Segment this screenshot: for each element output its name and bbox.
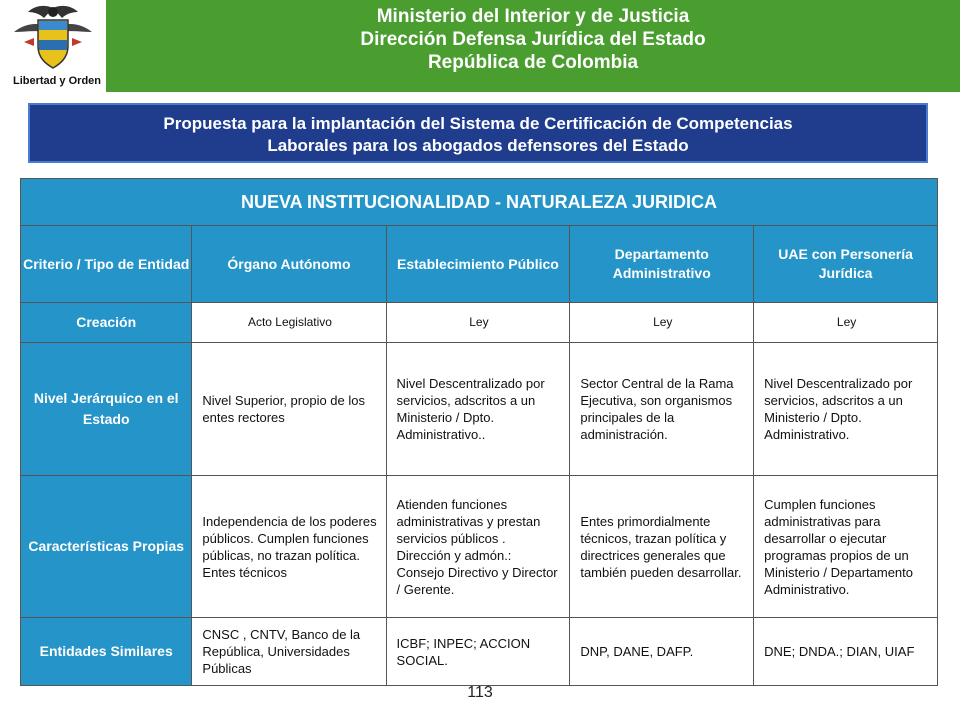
row-label-creacion: Creación xyxy=(21,303,192,343)
table-row xyxy=(21,303,938,343)
proposal-title xyxy=(28,103,928,163)
table-row xyxy=(21,618,938,686)
logo-motto: Libertad y Orden xyxy=(12,75,102,87)
comparison-table xyxy=(20,178,938,686)
coat-of-arms-icon xyxy=(4,2,102,74)
table-cell: CNSC , CNTV, Banco de la República, Universidades Públicas xyxy=(192,618,386,686)
proposal-title-line2: Laborales para los abogados defensores del Estado xyxy=(267,136,689,155)
table-banner: NUEVA INSTITUCIONALIDAD - NATURALEZA JURIDICA xyxy=(21,179,938,226)
table-row xyxy=(21,476,938,618)
row-label-nivel: Nivel Jerárquico en el Estado xyxy=(21,343,192,476)
table-cell: Ley xyxy=(386,303,570,343)
table-row xyxy=(21,343,938,476)
table-cell: Entes primordialmente técnicos, trazan política y directrices generales que también pueden desarrollar. xyxy=(570,476,754,618)
coat-of-arms-logo xyxy=(4,2,102,94)
header-banner xyxy=(106,0,960,92)
table-cell: Atienden funciones administrativas y prestan servicios públicos . Dirección y admón.: Consejo Directivo y Director / Gerente. xyxy=(386,476,570,618)
table-header-row xyxy=(21,226,938,303)
header-organo-autonomo: Órgano Autónomo xyxy=(192,226,386,303)
table-cell: Cumplen funciones administrativas para desarrollar o ejecutar programas propios de un Ministerio / Departamento Administrativo. xyxy=(754,476,938,618)
table-cell: Nivel Superior, propio de los entes rectores xyxy=(192,343,386,476)
directorate-name: Dirección Defensa Jurídica del Estado xyxy=(360,29,706,50)
table-cell: Independencia de los poderes públicos. Cumplen funciones públicas, no trazan política. Entes técnicos xyxy=(192,476,386,618)
ministry-name: Ministerio del Interior y de Justicia xyxy=(376,6,690,27)
table-cell: Ley xyxy=(754,303,938,343)
table-cell: Nivel Descentralizado por servicios, adscritos a un Ministerio / Dpto. Administrativo. xyxy=(754,343,938,476)
header-uae: UAE con Personería Jurídica xyxy=(754,226,938,303)
table-cell: Sector Central de la Rama Ejecutiva, son organismos principales de la administración. xyxy=(570,343,754,476)
header-departamento-administrativo: Departamento Administrativo xyxy=(570,226,754,303)
country-name: República de Colombia xyxy=(427,52,639,73)
proposal-title-line1: Propuesta para la implantación del Sistema de Certificación de Competencias xyxy=(163,114,793,133)
table-cell: DNP, DANE, DAFP. xyxy=(570,618,754,686)
table-cell: Nivel Descentralizado por servicios, adscritos a un Ministerio / Dpto. Administrativo.. xyxy=(386,343,570,476)
table-cell: ICBF; INPEC; ACCION SOCIAL. xyxy=(386,618,570,686)
table-cell: Acto Legislativo xyxy=(192,303,386,343)
header-establecimiento-publico: Establecimiento Público xyxy=(386,226,570,303)
table-cell: Ley xyxy=(570,303,754,343)
table-cell: DNE; DNDA.; DIAN, UIAF xyxy=(754,618,938,686)
row-label-entidades: Entidades Similares xyxy=(21,618,192,686)
header-criterio: Criterio / Tipo de Entidad xyxy=(21,226,192,303)
page-number: 113 xyxy=(467,684,493,701)
row-label-caracteristicas: Características Propias xyxy=(21,476,192,618)
